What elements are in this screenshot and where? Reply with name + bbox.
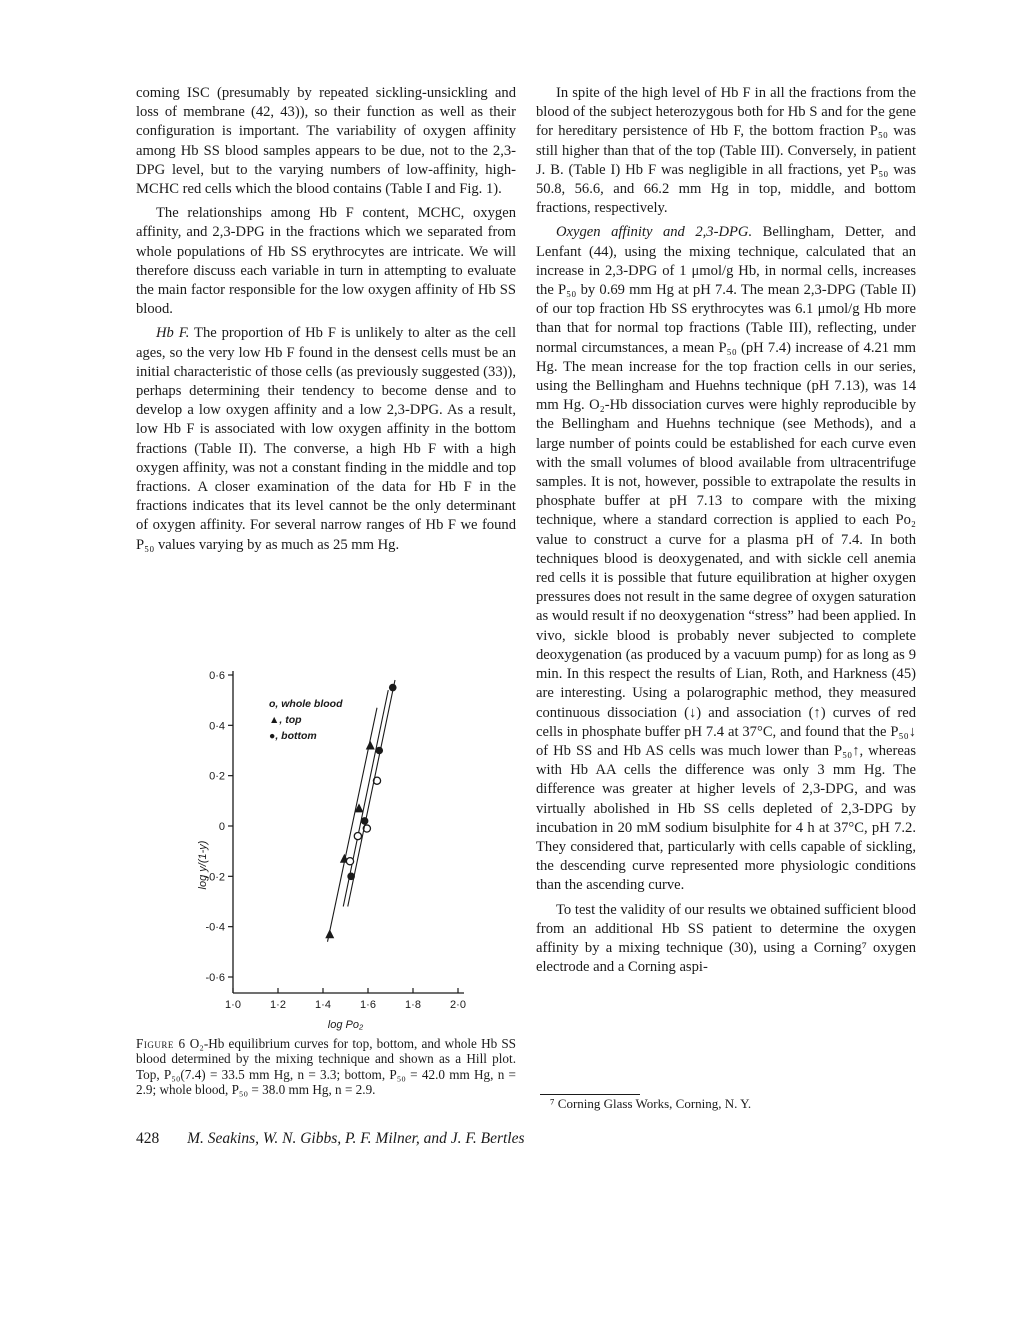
x-tick-label: 1·8: [405, 999, 421, 1011]
y-tick-label: 0: [218, 821, 225, 833]
page-footer: [136, 1130, 525, 1148]
y-tick-label: -0·4: [205, 921, 225, 934]
caption-label: Figure 6: [136, 1036, 186, 1051]
running-authors: M. Seakins, W. N. Gibbs, P. F. Milner, and J. F. Bertles: [187, 1130, 525, 1147]
data-point-triangle: [366, 740, 375, 749]
y-tick-label: 0·2: [209, 770, 225, 783]
data-point-filled-circle: [347, 873, 355, 881]
data-point-open-circle: [354, 832, 361, 839]
y-axis-label: log y/(1-y): [197, 840, 209, 890]
x-axis-label: log Po₂: [327, 1019, 364, 1031]
data-point-filled-circle: [375, 747, 383, 755]
hill-plot: [136, 655, 516, 1043]
paragraph: [536, 223, 916, 895]
data-point-triangle: [325, 929, 334, 938]
left-column: [136, 84, 516, 555]
fit-line: [348, 680, 395, 907]
y-tick-label: -0·2: [205, 871, 225, 884]
section-runin-heading: Hb F.: [156, 325, 190, 342]
data-point-filled-circle: [361, 817, 369, 825]
footnote-divider: [540, 1094, 640, 1095]
caption-text: O₂-Hb equilibrium curves for top, bottom, and whole Hb SS blood determined by the mixing technique and shown as a Hill plot. Top, P₅₀(7.4) = 33.5 mm Hg, n = 3.3; bottom, P₅₀ = 42.0 mm Hg, n = 2.9; whole blood, P₅₀ = 38.0 mm Hg, n = 2.9.: [136, 1036, 517, 1098]
data-point-filled-circle: [389, 684, 397, 692]
page-number: 428: [136, 1130, 160, 1147]
paragraph: To test the validity of our results we obtained sufficient blood from an additional Hb SS patient to determine the oxygen affinity by a mixing technique (30), using a Corning⁷ oxygen electrode and a Corning aspi-: [536, 901, 916, 976]
x-tick-label: 1·0: [225, 999, 241, 1011]
footnote: ⁷ Corning Glass Works, Corning, N. Y.: [550, 1096, 752, 1111]
paragraph-text: Bellingham, Detter, and Lenfant (44), using the mixing technique, calculated that an increase in 2,3-DPG of 1 μmol/g Hb, in normal cells, increases the P₅₀ by 0.69 mm Hg at pH 7.4. The mean 2,3-DPG (Table II) of our top fraction Hb SS erythrocytes was 6.1 μmol/g Hb more than that for normal top fractions (Table III), reflecting, under normal circumstances, a mean P₅₀ (pH 7.4) increase of 4.21 mm Hg. The mean increase for the top fraction cells in our series, using the Bellingham and Huehns technique (pH 7.13), was 14 mm Hg. O₂-Hb dissociation curves were highly reproducible by the Bellingham and Huehns technique (see Methods), and a large number of points could be established for each curve even with the small volumes of blood available from ultracentrifuge samples. It is not, however, possible to extrapolate the results in phosphate buffer at pH 7.13 to compare with the mixing technique, where a standard correction is applied to each Po₂ value to construct a curve for a plasma pH of 7.4. In both techniques blood is deoxygenated, and with sickle cell anemia red cells it is possible that future equilibration at higher oxygen pressures does not result in the same degree of oxygen saturation as would result if no deoxygenation “stress” had been applied. In vivo, sickle blood is probably never subjected to complete deoxygenation (as produced by a vacuum pump) for as long as 9 min. In this respect the results of Lian, Roth, and Harkness (45) are interesting. Using a polarographic method, they measured continuous dissociation (↓) and association (↑) curves of red cells in phosphate buffer pH 7.4 at 37°C, and found that the P₅₀↓ of Hb SS and Hb AS cells was much lower than P₅₀↑, whereas with Hb AA cells the difference was only 3 mm Hg. The difference was greater at higher levels of 2,3-DPG, and was virtually abolished in Hb SS cells depleted of 2,3-DPG by incubation in 20 mM sodium bisulphite for 4 h at 37°C, pH 7.2. They considered that, particularly with cells capable of sickling, the descending curve represented more physiologic conditions than the ascending curve.: [536, 224, 916, 894]
y-tick-label: -0·6: [205, 972, 225, 984]
x-tick-label: 1·4: [315, 999, 331, 1011]
paragraph-text: The proportion of Hb F is unlikely to alter as the cell ages, so the very low Hb F found in the densest cells must be an initial characteristic of those cells (as previously suggested (33)), perhaps determining their tendency to become dense and to develop a low oxygen affinity and a low 2,3-DPG. As a result, low Hb F is associated with low oxygen affinity in the bottom fractions (Table II). The converse, a high Hb F with a high oxygen affinity, was not a constant finding in the middle and top fractions. A closer examination of the data for Hb F in the fractions indicates that its level cannot be the only determinant of oxygen affinity. For several narrow ranges of Hb F we found P₅₀ values varying by as much as 25 mm Hg.: [136, 325, 516, 553]
data-point-open-circle: [346, 858, 353, 865]
figure-caption: [136, 1036, 516, 1098]
y-tick-label: 0·6: [209, 670, 225, 682]
right-column: [536, 84, 916, 977]
paragraph: In spite of the high level of Hb F in all the fractions from the blood of the subject heterozygous both for Hb S and for the gene for hereditary persistence of Hb F, the bottom fraction P₅₀ was still higher than that of the top (Table III). Conversely, in patient J. B. (Table I) Hb F was negligible in all fractions, yet P₅₀ was 50.8, 56.6, and 66.2 mm Hg in top, middle, and bottom fractions, respectively.: [536, 85, 916, 217]
paragraph: The relationships among Hb F content, MCHC, oxygen affinity, and 2,3-DPG in the fractions which we separated from whole populations of Hb SS erythrocytes are intricate. We will therefore discuss each variable in turn in attempting to evaluate the main factor responsible for the low oxygen affinity of Hb SS blood.: [136, 205, 516, 318]
legend-entry-whole: o, whole blood: [269, 698, 343, 710]
legend-entry-top: ▲, top: [269, 714, 302, 726]
legend-entry-bottom: ●, bottom: [269, 730, 317, 742]
paragraph: [136, 324, 516, 554]
x-tick-label: 1·2: [270, 999, 286, 1011]
x-tick-label: 2·0: [450, 999, 466, 1011]
section-runin-heading: Oxygen affinity and 2,3-DPG.: [556, 224, 753, 241]
y-tick-label: 0·4: [209, 720, 225, 733]
hill-plot-figure: [136, 655, 516, 1043]
paragraph: coming ISC (presumably by repeated sickling-unsickling and loss of membrane (42, 43)), so their function as well as their configuration is important. The variability of oxygen affinity among Hb SS blood samples appears to be due, not to the 2,3-DPG level, but to the varying numbers of low-affinity, high-MCHC red cells which the blood contains (Table I and Fig. 1).: [136, 85, 516, 198]
x-tick-label: 1·6: [360, 999, 376, 1011]
